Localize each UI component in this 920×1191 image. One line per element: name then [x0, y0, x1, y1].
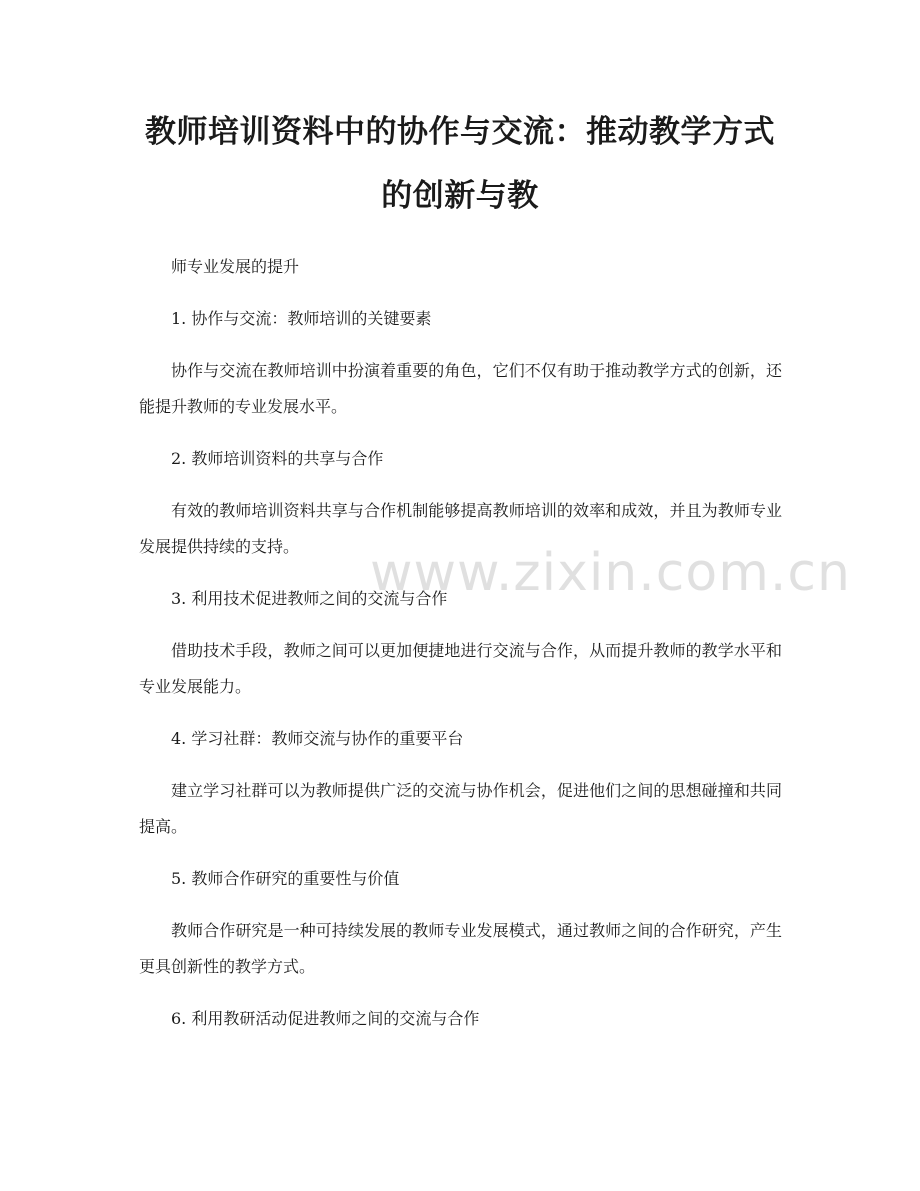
document-body [139, 249, 782, 1053]
paragraph: 建立学习社群可以为教师提供广泛的交流与协作机会，促进他们之间的思想碰撞和共同提高。 [139, 781, 782, 836]
paragraph: 有效的教师培训资料共享与合作机制能够提高教师培训的效率和成效，并且为教师专业发展提供持续的支持。 [139, 501, 782, 556]
paragraph: 教师合作研究是一种可持续发展的教师专业发展模式，通过教师之间的合作研究，产生更具创新性的教学方式。 [139, 921, 782, 976]
section-heading: 2. 教师培训资料的共享与合作 [171, 449, 384, 468]
section-heading: 5. 教师合作研究的重要性与价值 [171, 869, 400, 888]
paragraph: 协作与交流在教师培训中扮演着重要的角色，它们不仅有助于推动教学方式的创新，还能提升教师的专业发展水平。 [139, 361, 782, 416]
document-title: 教师培训资料中的协作与交流：推动教学方式的创新与教 [145, 114, 775, 214]
section-heading: 3. 利用技术促进教师之间的交流与合作 [171, 589, 448, 608]
paragraph: 师专业发展的提升 [171, 257, 300, 276]
section-heading: 1. 协作与交流：教师培训的关键要素 [171, 309, 432, 328]
section-heading: 4. 学习社群：教师交流与协作的重要平台 [171, 729, 464, 748]
watermark: www.zixin.com.cn [370, 543, 851, 603]
section-heading: 6. 利用教研活动促进教师之间的交流与合作 [171, 1009, 480, 1028]
paragraph: 借助技术手段，教师之间可以更加便捷地进行交流与合作，从而提升教师的教学水平和专业发展能力。 [139, 641, 782, 696]
